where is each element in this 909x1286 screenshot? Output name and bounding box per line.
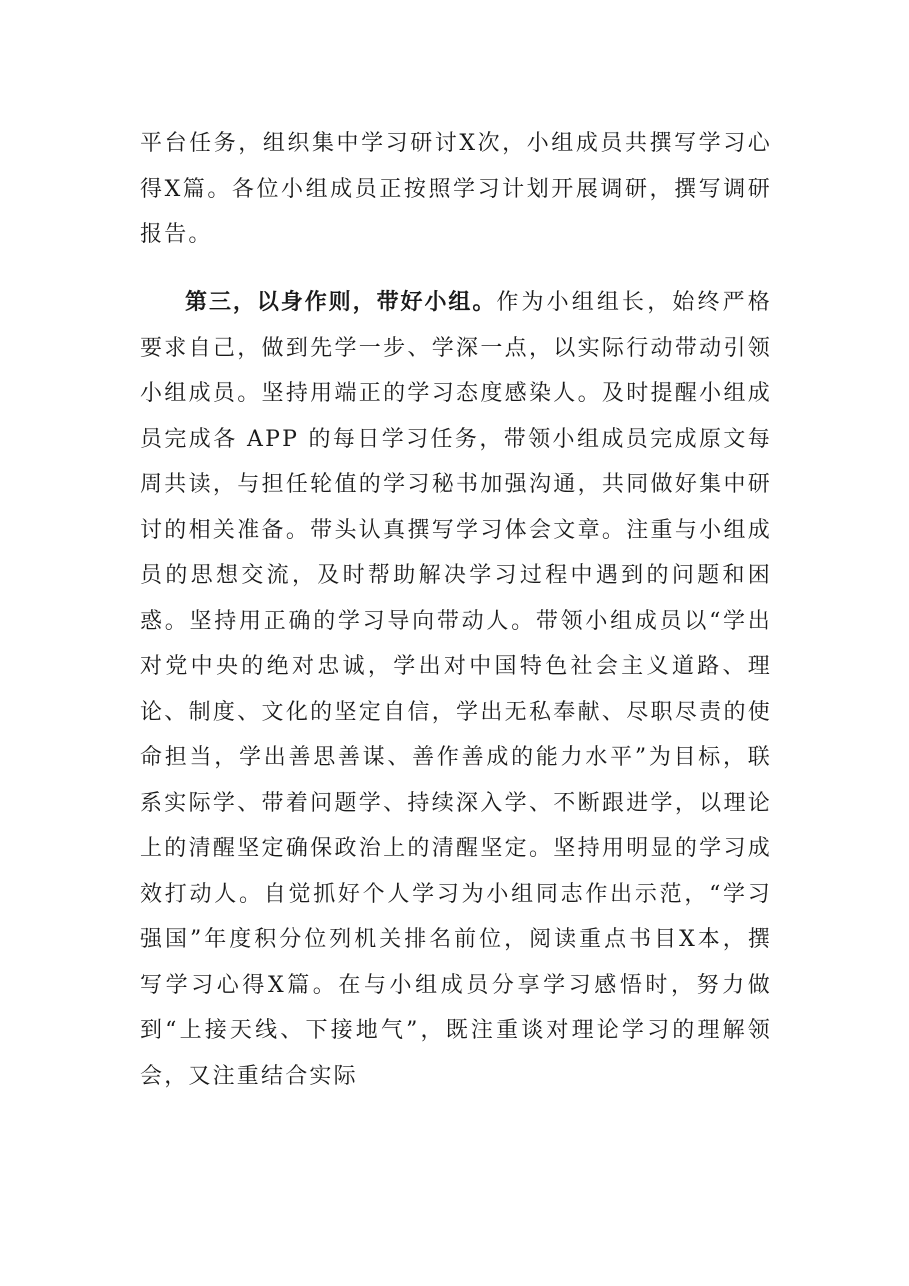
paragraph-text: 平台任务，组织集中学习研讨X次，小组成员共撰写学习心得X篇。各位小组成员正按照学习计划开展调研，撰写调研报告。 [140,131,772,247]
paragraph-heading: 第三，以身作则，带好小组。 [185,290,497,315]
paragraph-third-point [140,280,772,1099]
paragraph-text: 作为小组组长，始终严格要求自己，做到先学一步、学深一点，以实际行动带动引领小组成员。坚持用端正的学习态度感染人。及时提醒小组成员完成各 APP 的每日学习任务，带领小组成员完成原文每周共读，与担任轮值的学习秘书加强沟通，共同做好集中研讨的相关准备。带头认真撰写学习体会文章。注重与小组成员的思想交流，及时帮助解决学习过程中遇到的问题和困惑。坚持用正确的学习导向带动人。带领小组成员以“学出对党中央的绝对忠诚，学出对中国特色社会主义道路、理论、制度、文化的坚定自信，学出无私奉献、尽职尽责的使命担当，学出善思善谋、善作善成的能力水平”为目标，联系实际学、带着问题学、持续深入学、不断跟进学，以理论上的清醒坚定确保政治上的清醒坚定。坚持用明显的学习成效打动人。自觉抓好个人学习为小组同志作出示范，“学习强国”年度积分位列机关排名前位，阅读重点书目X本，撰写学习心得X篇。在与小组成员分享学习感悟时，努力做到“上接天线、下接地气”，既注重谈对理论学习的理解领会，又注重结合实际 [140,290,772,1089]
paragraph-continuation [140,121,772,258]
